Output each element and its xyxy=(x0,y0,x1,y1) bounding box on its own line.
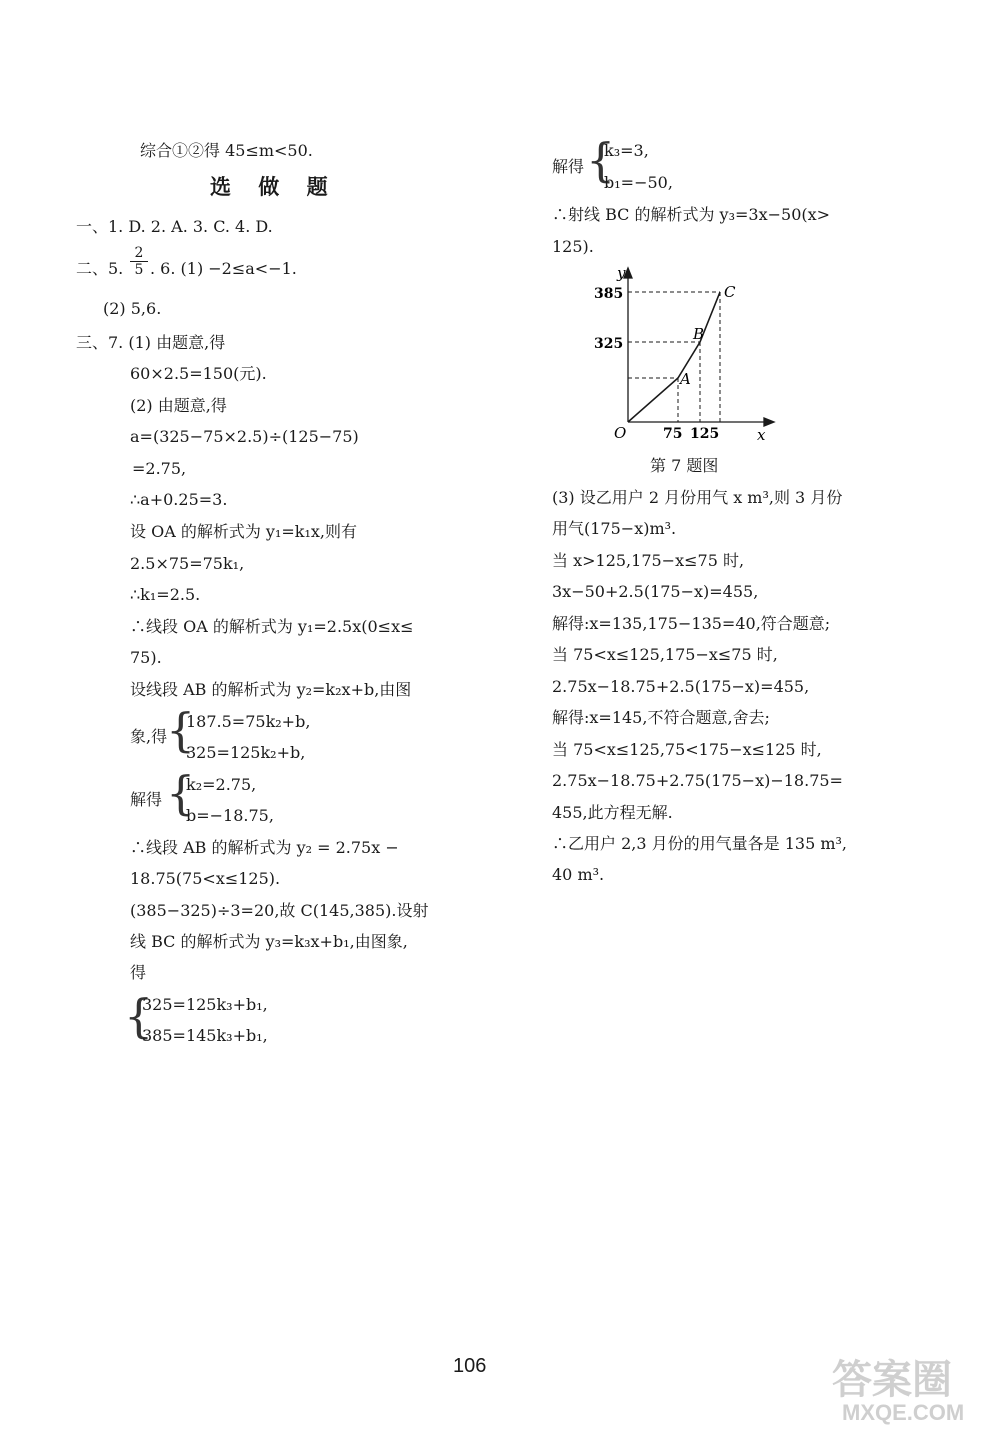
right-line-1: ∴射线 BC 的解析式为 y₃=3x−50(x> xyxy=(552,205,831,224)
line-p: (385−325)÷3=20,故 C(145,385).设射 xyxy=(130,901,429,920)
line-f: 设 OA 的解析式为 y₁=k₁x,则有 xyxy=(130,522,358,541)
system-brace-1: { xyxy=(166,703,196,757)
line-k: 设线段 AB 的解析式为 y₂=k₂x+b,由图 xyxy=(130,680,412,699)
line-n: ∴线段 AB 的解析式为 y₂ = 2.75x − xyxy=(130,838,399,857)
y-axis-label: y xyxy=(617,264,626,282)
graph-line-oabc xyxy=(628,292,720,422)
line-j: 75). xyxy=(130,648,162,667)
line-o: 18.75(75<x≤125). xyxy=(130,869,281,888)
right-line-11: 当 75<x≤125,75<175−x≤125 时, xyxy=(552,740,822,759)
right-line-2: 125). xyxy=(552,237,594,256)
y-tick-385: 385 xyxy=(594,286,624,302)
line-a: 60×2.5=150(元). xyxy=(130,364,267,383)
function-graph xyxy=(586,262,782,448)
y-tick-325: 325 xyxy=(594,336,624,352)
point-a-label: A xyxy=(680,370,691,388)
x-axis-arrow xyxy=(764,418,774,426)
system1-eq2: 325=125k₂+b, xyxy=(186,743,306,762)
right-line-8: 当 75<x≤125,175−x≤75 时, xyxy=(552,645,778,664)
right-line-9: 2.75x−18.75+2.5(175−x)=455, xyxy=(552,677,810,696)
answer-q5-prefix: 二、5. xyxy=(76,259,124,278)
answer-q1-4: 一、1. D. 2. A. 3. C. 4. D. xyxy=(76,217,273,236)
watermark-url: MXQE.COM xyxy=(842,1400,965,1425)
right-line-14: ∴乙用户 2,3 月份的用气量各是 135 m³, xyxy=(552,834,848,853)
line-g: 2.5×75=75k₁, xyxy=(130,554,245,573)
answer-q6-2: (2) 5,6. xyxy=(103,299,162,318)
system-brace-3: { xyxy=(124,989,154,1043)
line-c: a=(325−75×2.5)÷(125−75) xyxy=(130,427,359,446)
right-solve-prefix: 解得 xyxy=(552,157,585,176)
figure-caption: 第 7 题图 xyxy=(650,456,719,475)
point-c-label: C xyxy=(724,283,736,301)
system3-eq1: 325=125k₃+b₁, xyxy=(142,995,268,1014)
right-line-10: 解得:x=145,不符合题意,舍去; xyxy=(552,708,770,727)
line-conclusion: 综合①②得 45≤m<50. xyxy=(140,141,313,160)
line-e: ∴a+0.25=3. xyxy=(130,490,228,509)
fraction-numerator: 2 xyxy=(134,245,144,261)
system4-eq2: b₁=−50, xyxy=(604,173,673,192)
system3-eq2: 385=145k₃+b₁, xyxy=(142,1026,268,1045)
answer-q7-1: 三、7. (1) 由题意,得 xyxy=(76,333,226,352)
page-number: 106 xyxy=(453,1355,487,1377)
line-q: 线 BC 的解析式为 y₃=k₃x+b₁,由图象, xyxy=(130,932,408,951)
right-line-6: 3x−50+2.5(175−x)=455, xyxy=(552,582,759,601)
answer-q5-q6: . 6. (1) −2≤a<−1. xyxy=(150,259,297,278)
right-line-15: 40 m³. xyxy=(552,865,605,884)
line-b: (2) 由题意,得 xyxy=(130,396,227,415)
x-tick-125: 125 xyxy=(690,426,720,442)
point-b-label: B xyxy=(693,325,705,343)
system1-eq1: 187.5=75k₂+b, xyxy=(186,712,311,731)
fraction-denominator: 5 xyxy=(130,261,148,278)
system2-eq1: k₂=2.75, xyxy=(186,775,257,794)
right-line-3: (3) 设乙用户 2 月份用气 x m³,则 3 月份 xyxy=(552,488,843,507)
line-d: =2.75, xyxy=(132,459,187,478)
system4-eq1: k₃=3, xyxy=(604,141,649,160)
x-tick-75: 75 xyxy=(663,426,683,442)
section-heading: 选 做 题 xyxy=(210,174,338,199)
right-line-13: 455,此方程无解. xyxy=(552,803,673,822)
system-brace-4: { xyxy=(586,133,616,187)
right-line-4: 用气(175−x)m³. xyxy=(552,519,677,538)
system2-eq2: b=−18.75, xyxy=(186,806,274,825)
right-line-5: 当 x>125,175−x≤75 时, xyxy=(552,551,745,570)
fraction-two-fifths xyxy=(130,245,148,278)
line-m-prefix: 解得 xyxy=(130,790,163,809)
line-h: ∴k₁=2.5. xyxy=(130,585,201,604)
right-line-7: 解得:x=135,175−135=40,符合题意; xyxy=(552,614,831,633)
right-line-12: 2.75x−18.75+2.75(175−x)−18.75= xyxy=(552,771,843,790)
system-brace-2: { xyxy=(166,766,196,820)
watermark-logo: 答案圈 xyxy=(832,1358,952,1402)
line-l-prefix: 象,得 xyxy=(130,727,168,746)
origin-label: O xyxy=(614,424,627,442)
x-axis-label: x xyxy=(757,426,766,444)
line-i: ∴线段 OA 的解析式为 y₁=2.5x(0≤x≤ xyxy=(130,617,414,636)
line-r: 得 xyxy=(130,963,147,982)
